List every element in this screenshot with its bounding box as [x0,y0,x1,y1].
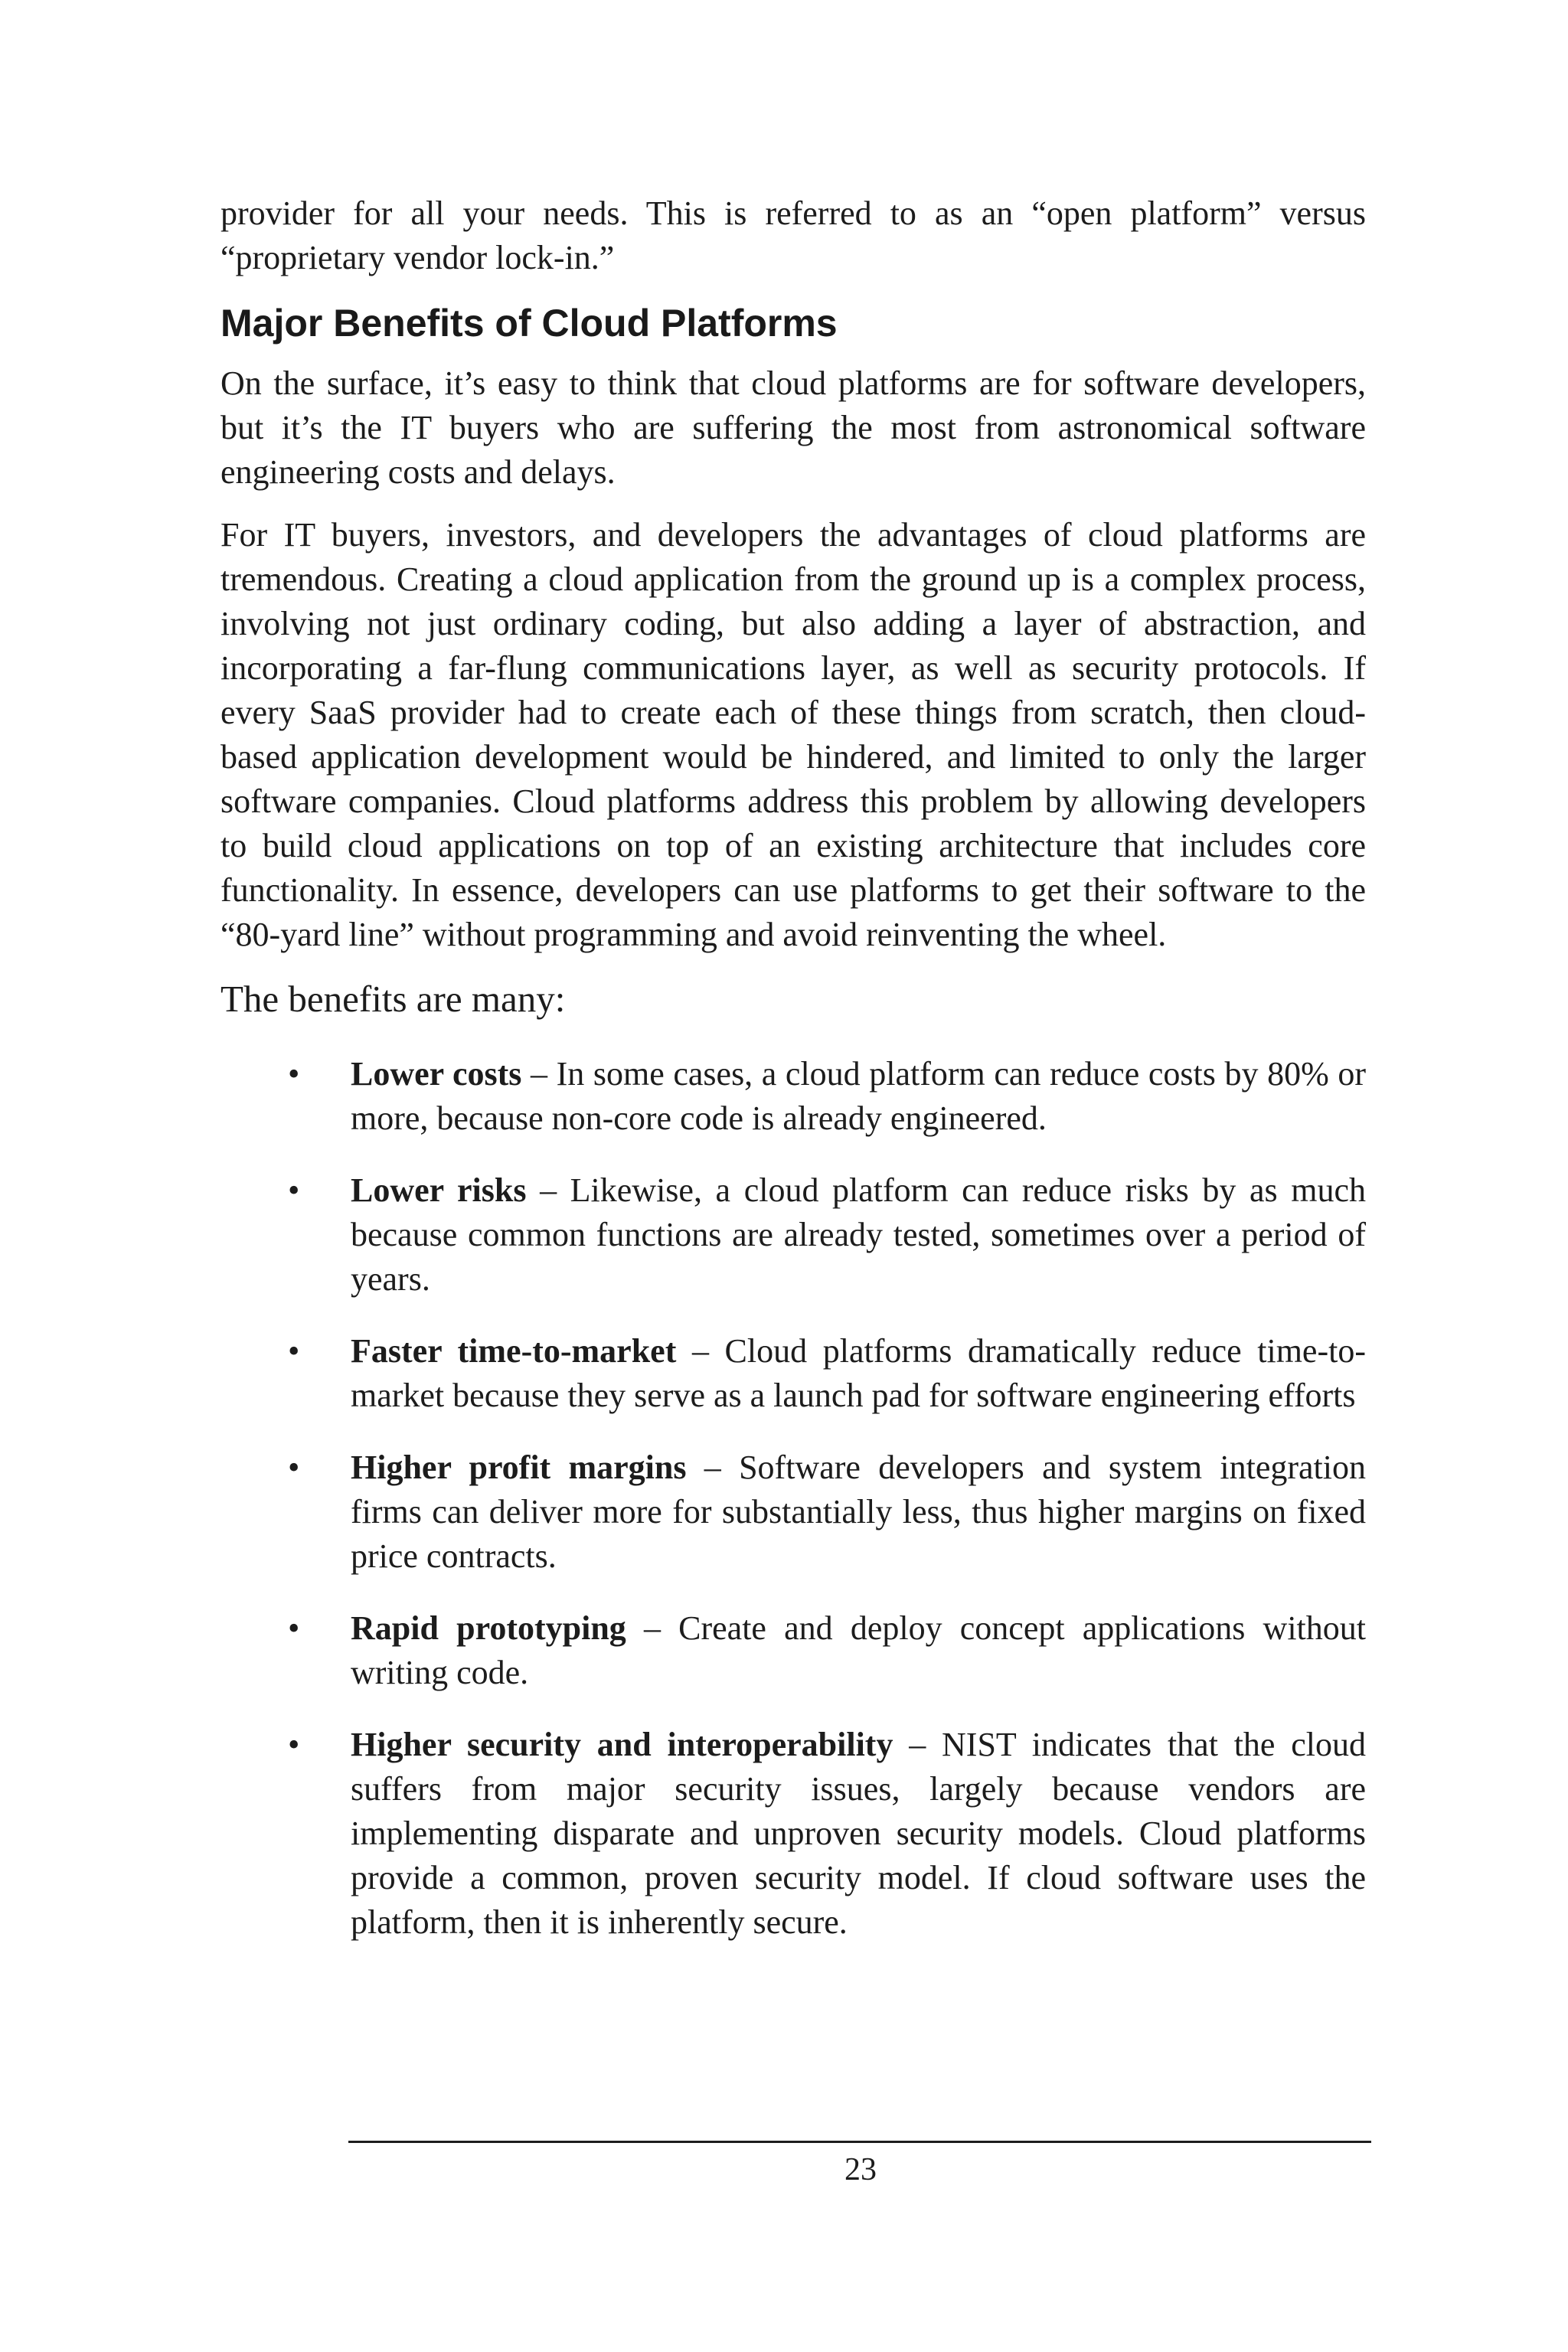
benefits-list [220,1052,1366,1945]
benefit-term: Lower costs [351,1055,522,1093]
page-content [220,191,1366,1972]
benefit-description: – In some cases, a cloud platform can reduce costs by 80% or more, because non-core code is already engineered. [351,1055,1366,1137]
list-item [220,1052,1366,1141]
benefit-description: – Create and deploy concept applications without writing code. [351,1609,1366,1691]
list-item [220,1446,1366,1579]
benefit-term: Lower risks [351,1171,527,1209]
list-item [220,1606,1366,1695]
bullet-icon: • [288,1171,300,1209]
bullet-icon: • [288,1726,300,1763]
list-item [220,1168,1366,1302]
list-item [220,1723,1366,1945]
intro-paragraph: provider for all your needs. This is referred to as an “open platform” versus “proprietary vendor lock-in.” [220,194,1366,276]
bullet-icon: • [288,1332,300,1370]
paragraph-1: On the surface, it’s easy to think that cloud platforms are for software developers, but it’s the IT buyers who are suffering the most from astronomical software engineering costs and delays. [220,364,1366,491]
section-heading: Major Benefits of Cloud Platforms [220,302,838,345]
benefit-term: Higher profit margins [351,1449,687,1486]
paragraph-2: For IT buyers, investors, and developers the advantages of cloud platforms are tremendous. Creating a cloud application from the ground up is a complex process, involving not just ordinary coding, but also adding a layer of abstraction, and incorporating a far-flung communications layer, as well as security protocols. If every SaaS provider had to create each of these things from scratch, then cloud-based application development would be hindered, and limited to only the larger software companies. Cloud platforms address this problem by allowing developers to build cloud applications on top of an existing architecture that includes core functionality. In essence, developers can use platforms to get their software to the “80-yard line” without programming and avoid reinventing the wheel. [220,516,1366,953]
benefit-description: – Software developers and system integration firms can deliver more for substantially less, thus higher margins on fixed price contracts. [351,1449,1366,1575]
list-item [220,1329,1366,1418]
bullet-icon: • [288,1055,300,1093]
benefit-term: Faster time-to-market [351,1332,677,1370]
bullet-icon: • [288,1609,300,1647]
bullet-icon: • [288,1449,300,1486]
footer-divider [348,2141,1371,2143]
benefit-description: – Cloud platforms dramatically reduce time-to-market because they serve as a launch pad for software engineering efforts [351,1332,1366,1414]
benefit-term: Higher security and interoperability [351,1726,893,1763]
benefit-term: Rapid prototyping [351,1609,626,1647]
benefit-description: – Likewise, a cloud platform can reduce risks by as much because common functions are already tested, sometimes over a period of years. [351,1171,1367,1298]
benefits-intro: The benefits are many: [220,978,566,1020]
page-number: 23 [844,2152,877,2187]
benefit-description: – NIST indicates that the cloud suffers from major security issues, largely because vendors are implementing disparate and unproven security models. Cloud platforms provide a common, proven security model. If cloud software uses the platform, then it is inherently secure. [351,1726,1366,1941]
